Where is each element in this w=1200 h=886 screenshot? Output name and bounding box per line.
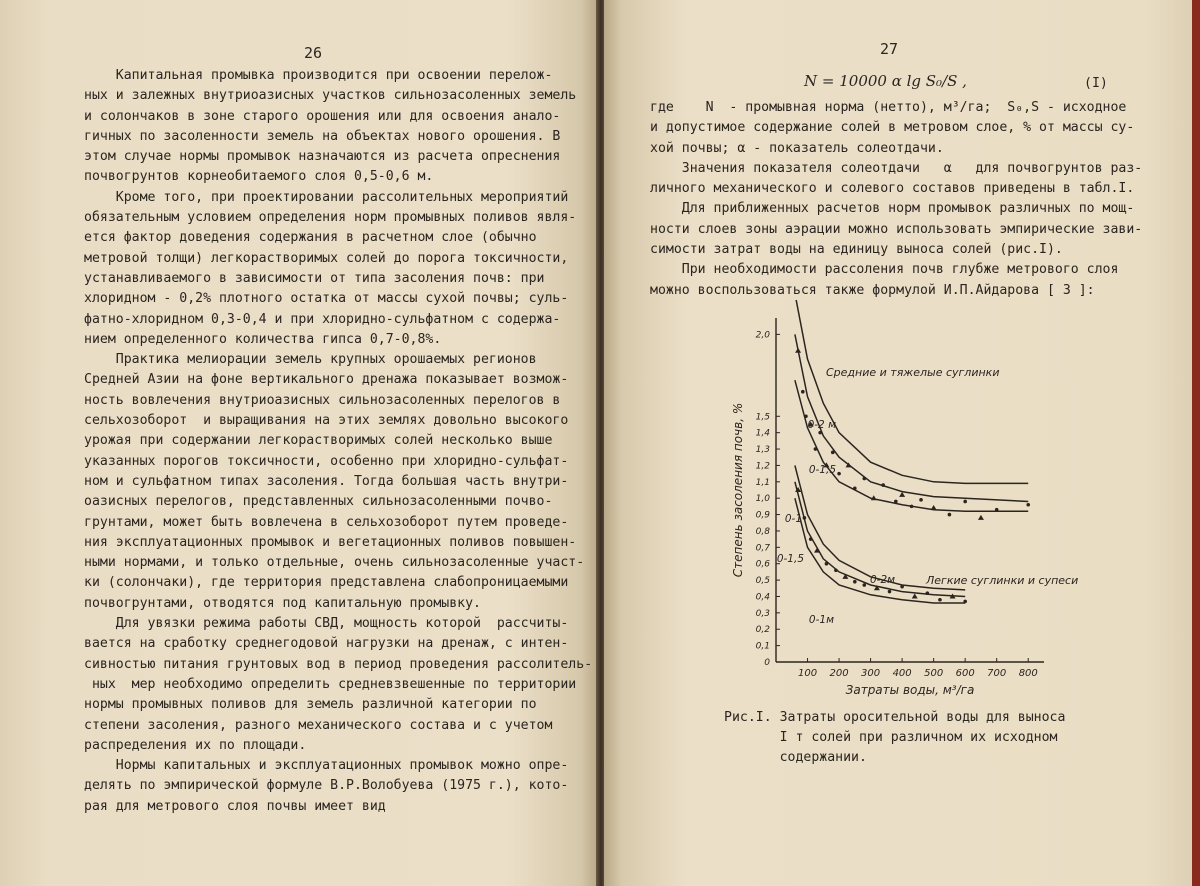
text-line: ном и сульфатном типах засоления. Тогда большая часть внутри- [84, 473, 569, 489]
series-label: 0-1,5 [808, 464, 836, 476]
data-point [803, 516, 807, 520]
y-axis-label: Степень засоления почв, % [731, 402, 745, 578]
data-point [831, 451, 835, 455]
text-line: симости затрат воды на единицу выноса солей (рис.I). [650, 242, 1063, 258]
x-tick-label: 700 [987, 668, 1007, 679]
series-line [795, 334, 1028, 501]
figure-caption [724, 708, 1065, 768]
x-tick-label: 500 [924, 668, 944, 679]
page-number-right: 27 [880, 40, 899, 58]
data-point [995, 508, 999, 512]
caption-line: I т солей при различном их исходном [724, 730, 1058, 745]
text-line: личного механического и солевого составов приведены в табл.I. [650, 181, 1135, 197]
y-tick-label: 1,1 [755, 477, 770, 488]
data-point [963, 500, 967, 504]
text-line: Кроме того, при проектировании рассолительных мероприятий [84, 189, 569, 205]
data-point [894, 500, 898, 504]
y-tick-label: 1,0 [755, 494, 770, 505]
text-line: При необходимости рассоления почв глубже метрового слоя [650, 262, 1119, 278]
series-label: 0-2 м [807, 419, 836, 431]
text-line: Практика мелиорации земель крупных орошаемых регионов [84, 352, 537, 368]
text-line: Нормы капитальных и эксплуатационных промывок можно опре- [84, 758, 569, 774]
text-line: оазисных перелогов, представленных сильнозасоленными почво- [84, 494, 553, 510]
text-line: ния эксплуатационных промывок и вегетационных поливов повышен- [84, 534, 577, 550]
text-line: Для увязки режима работы СВД, мощность которой рассчиты- [84, 616, 569, 632]
text-line: хлоридном - 0,2% плотного остатка от массы сухой почвы; суль- [84, 291, 569, 307]
data-point [834, 568, 838, 572]
text-line: ными нормами, и только отдельные, очень сильнозасоленные участ- [84, 555, 585, 571]
text-line: распределения их по площади. [84, 737, 307, 753]
y-tick-label: 2,0 [755, 330, 770, 341]
data-point [910, 505, 914, 509]
x-tick-label: 200 [829, 668, 849, 679]
text-line: сивностью питания грунтовых вод в период проведения рассолитель- [84, 656, 593, 672]
data-point [948, 513, 952, 517]
text-line: можно воспользоваться также формулой И.П.Айдарова [ 3 ]: [650, 282, 1095, 298]
data-point [795, 348, 801, 353]
data-point [853, 580, 857, 584]
y-tick-label: 1,5 [755, 412, 770, 423]
text-line: ных мер необходимо определить средневзвешенные по территории [84, 676, 577, 692]
text-line: указанных порогов токсичности, особенно при хлоридно-сульфат- [84, 453, 569, 469]
left-page [0, 0, 598, 886]
data-point [804, 414, 808, 418]
y-tick-label: 0,5 [755, 576, 770, 587]
y-tick-label: 0,7 [755, 543, 770, 554]
text-line: и солончаков в зоне старого орошения или для освоения анало- [84, 108, 561, 124]
data-point [837, 472, 841, 476]
right-body-text [650, 98, 1142, 301]
series-label: 0-2м [870, 574, 896, 586]
y-tick-label: 1,4 [755, 428, 770, 439]
series-label: 0-1 [784, 513, 802, 525]
text-line: этом случае нормы промывок назначаются из расчета опреснения [84, 149, 561, 165]
text-line: нием определенного количества гипса 0,7-0,8%. [84, 331, 442, 347]
text-line: вается на сработку среднегодовой нагрузки на дренаж, с интен- [84, 636, 569, 652]
x-tick-label: 800 [1018, 668, 1038, 679]
text-line: обязательным условием определения норм промывных поливов явля- [84, 210, 577, 226]
right-page [604, 0, 1192, 886]
data-point [938, 598, 942, 602]
series-line [795, 300, 1028, 483]
data-point [963, 600, 967, 604]
equation-number: (I) [1084, 76, 1108, 91]
x-tick-label: 100 [797, 668, 818, 679]
text-line: почвогрунтов корнеобитаемого слоя 0,5-0,6 м. [84, 169, 434, 185]
y-tick-label: 0,4 [755, 592, 770, 603]
data-point [931, 505, 937, 510]
x-tick-label: 400 [892, 668, 912, 679]
data-point [818, 431, 822, 435]
figure-chart [604, 300, 1164, 720]
text-line: Средней Азии на фоне вертикального дренажа показывает возмож- [84, 372, 569, 388]
y-tick-label: 0,6 [755, 559, 770, 570]
data-point [825, 562, 829, 566]
left-body-text [84, 66, 592, 817]
text-line: ется фактор доведения содержания в расчетном слое (обычно [84, 230, 537, 246]
series-label: 0-1,5 [776, 553, 804, 565]
group-label: Средние и тяжелые суглинки [826, 366, 1000, 379]
data-point [853, 487, 857, 491]
formula: N = 10000 α lg S₀/S , [804, 72, 967, 90]
group-label: Легкие суглинки и супеси [926, 574, 1079, 587]
caption-line: Рис.I. Затраты оросительной воды для выноса [724, 710, 1066, 725]
text-line: устанавливаемого в зависимости от типа засоления почв: при [84, 270, 545, 286]
y-tick-label: 0,3 [755, 608, 770, 619]
y-tick-label: 0,9 [755, 510, 770, 521]
text-line: Значения показателя солеотдачи α для почвогрунтов раз- [650, 160, 1143, 176]
data-point [978, 515, 984, 520]
text-line: делять по эмпирической формуле В.Р.Волобуева (1975 г.), кото- [84, 778, 569, 794]
text-line: гичных по засоленности земель на объектах нового орошения. В [84, 128, 561, 144]
y-tick-label: 1,3 [755, 445, 770, 456]
caption-line: содержании. [724, 750, 867, 765]
text-line: Для приближенных расчетов норм промывок различных по мощ- [650, 201, 1135, 217]
y-tick-label: 0,8 [755, 526, 770, 537]
page-number-left: 26 [304, 44, 323, 62]
data-point [1026, 503, 1030, 507]
text-line: ных и залежных внутриоазисных участков сильнозасоленных земель [84, 88, 577, 104]
data-point [814, 447, 818, 451]
text-line: Капитальная промывка производится при освоении перелож- [84, 68, 553, 83]
data-point [862, 583, 866, 587]
data-point [919, 498, 923, 502]
text-line: ность вовлечения внутриоазисных сильнозасоленных перелогов в [84, 392, 561, 408]
data-point [801, 390, 805, 394]
data-point [912, 593, 918, 598]
text-line: рая для метрового слоя почвы имеет вид [84, 798, 386, 814]
text-line: степени засоления, разного механического состава и с учетом [84, 717, 553, 733]
text-line: хой почвы; α - показатель солеотдачи. [650, 140, 944, 156]
text-line: фатно-хлоридном 0,3-0,4 и при хлоридно-сульфатном с содержа- [84, 311, 561, 327]
y-tick-label: 0 [764, 658, 770, 668]
y-tick-label: 0,2 [755, 625, 770, 636]
data-point [862, 477, 866, 481]
y-tick-label: 0,1 [755, 641, 770, 652]
y-tick-label: 1,2 [755, 461, 770, 472]
data-point [900, 585, 904, 589]
text-line: метровой толщи) легкорастворимых солей до порога токсичности, [84, 250, 569, 266]
text-line: и допустимое содержание солей в метровом слое, % от массы су- [650, 120, 1135, 136]
text-line: ки (солончаки), где территория представлена слабопроницаемыми [84, 575, 569, 591]
text-line: где N - промывная норма (нетто), м³/га; S₀,S - исходное [650, 100, 1127, 115]
data-point [809, 537, 813, 541]
data-point [888, 590, 892, 594]
data-point [926, 591, 930, 595]
text-line: почвогрунтами, отводятся под капитальную промывку. [84, 595, 481, 611]
series-label: 0-1м [808, 614, 834, 626]
text-line: сельхозоборот и выращивания на этих землях довольно высокого [84, 413, 569, 429]
x-tick-label: 600 [955, 668, 975, 679]
x-axis-label: Затраты воды, м³/га [845, 683, 975, 697]
text-line: нормы промывных поливов для земель различной категории по [84, 697, 537, 713]
text-line: урожая при содержании легкорастворимых солей несколько выше [84, 433, 553, 449]
text-line: ности слоев зоны аэрации можно использовать эмпирические зави- [650, 221, 1143, 237]
text-line: грунтами, может быть вовлечена в сельхозоборот путем проведе- [84, 514, 569, 530]
x-tick-label: 300 [861, 668, 881, 679]
data-point [881, 483, 885, 487]
